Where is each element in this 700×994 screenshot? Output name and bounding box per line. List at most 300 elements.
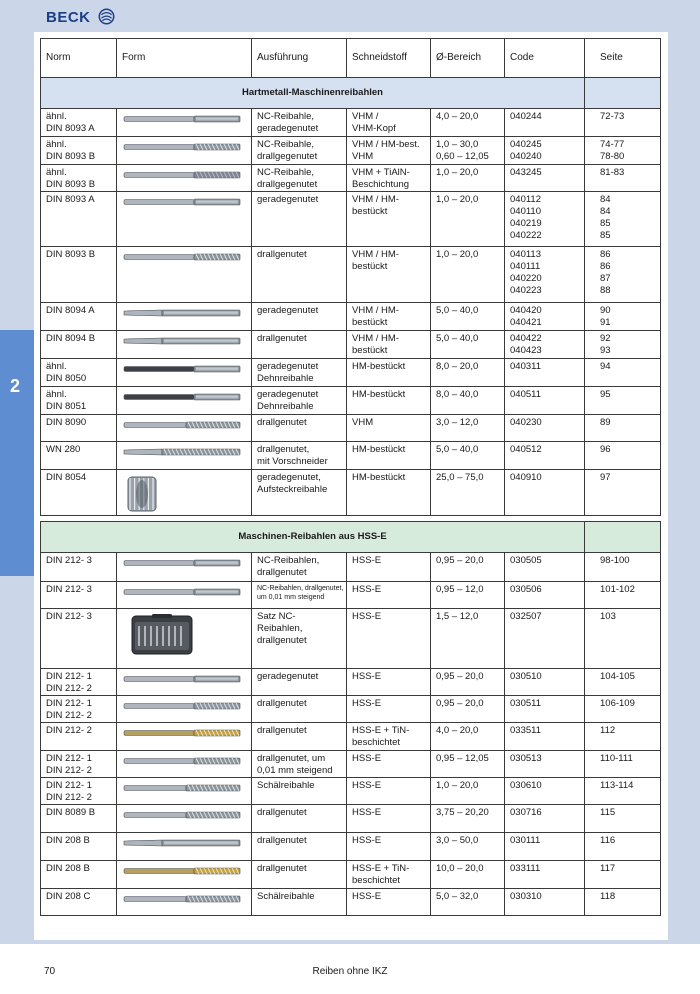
bereich-cell bbox=[431, 192, 505, 247]
table-row bbox=[41, 669, 661, 696]
stoff-text: VHM / HM- bbox=[352, 305, 399, 316]
expansion-reamer-icon bbox=[122, 392, 246, 414]
stoff-text: VHM bbox=[352, 417, 374, 428]
norm-text: ähnl. bbox=[46, 139, 67, 150]
code-cell bbox=[505, 137, 585, 165]
bereich-text: 3,0 – 12,0 bbox=[436, 417, 479, 428]
code-text: 030506 bbox=[510, 584, 542, 595]
seite-text: 94 bbox=[600, 361, 611, 372]
table-row bbox=[41, 553, 661, 582]
table-row bbox=[41, 109, 661, 137]
bereich-cell bbox=[431, 109, 505, 137]
bereich-cell bbox=[431, 387, 505, 415]
seite-text: 110-111 bbox=[600, 753, 633, 764]
stoff-text: HM-bestückt bbox=[352, 389, 406, 400]
tool-image bbox=[117, 165, 252, 192]
seite-cell bbox=[585, 137, 661, 165]
code-text: 033511 bbox=[510, 725, 541, 736]
code-text: 030505 bbox=[510, 555, 542, 566]
table-row bbox=[41, 387, 661, 415]
ausf-cell bbox=[252, 247, 347, 303]
ausf-text: drallgenutet bbox=[257, 835, 307, 846]
norm-text: DIN 212- 2 bbox=[46, 765, 92, 776]
bereich-text: 0,95 – 20,0 bbox=[436, 555, 484, 566]
seite-text: 84 bbox=[600, 194, 611, 205]
bereich-text: 3,0 – 50,0 bbox=[436, 835, 479, 846]
seite-cell bbox=[585, 861, 661, 889]
norm-text: DIN 8054 bbox=[46, 472, 87, 483]
hss-reamer-table bbox=[40, 521, 661, 916]
code-text: 040512 bbox=[510, 444, 542, 455]
seite-text: 81-83 bbox=[600, 167, 625, 178]
bereich-text: 0,95 – 20,0 bbox=[436, 698, 484, 709]
code-text: 040245 bbox=[510, 139, 542, 150]
stoff-cell bbox=[347, 165, 431, 192]
norm-cell bbox=[41, 109, 117, 137]
code-text: 030610 bbox=[510, 780, 542, 791]
norm-text: DIN 8051 bbox=[46, 401, 87, 412]
table-row bbox=[41, 137, 661, 165]
tool-image bbox=[117, 861, 252, 889]
stoff-text: beschichtet bbox=[352, 875, 401, 886]
norm-text: DIN 212- 2 bbox=[46, 710, 92, 721]
norm-text: DIN 8090 bbox=[46, 417, 87, 428]
stoff-text: VHM-Kopf bbox=[352, 123, 396, 134]
section-title: Hartmetall-Maschinenreibahlen bbox=[41, 78, 585, 109]
chapter-tab bbox=[0, 330, 34, 576]
code-cell bbox=[505, 109, 585, 137]
bereich-cell bbox=[431, 331, 505, 359]
header-cell: Schneidstoff bbox=[347, 39, 431, 78]
ausf-text: mit Vorschneider bbox=[257, 456, 328, 467]
norm-cell bbox=[41, 696, 117, 723]
seite-text: 85 bbox=[600, 218, 611, 229]
brand-logo-icon bbox=[98, 8, 115, 25]
tool-image bbox=[117, 470, 252, 516]
short-spiral-reamer-icon bbox=[122, 420, 246, 441]
gold-reamer-icon bbox=[122, 866, 246, 888]
seite-text: 88 bbox=[600, 285, 611, 296]
stoff-text: VHM / HM- bbox=[352, 333, 399, 344]
bereich-cell bbox=[431, 805, 505, 833]
stoff-text: VHM / HM-best. bbox=[352, 139, 420, 150]
seite-text: 106-109 bbox=[600, 698, 635, 709]
seite-cell bbox=[585, 470, 661, 516]
stoff-text: HM-bestückt bbox=[352, 444, 406, 455]
tool-image bbox=[117, 778, 252, 805]
bereich-cell bbox=[431, 165, 505, 192]
tool-image bbox=[117, 696, 252, 723]
ausf-cell bbox=[252, 442, 347, 470]
seite-text: 91 bbox=[600, 317, 611, 328]
bereich-text: 4,0 – 20,0 bbox=[436, 111, 479, 122]
table-row bbox=[41, 359, 661, 387]
bereich-text: 5,0 – 40,0 bbox=[436, 305, 479, 316]
norm-text: ähnl. bbox=[46, 361, 67, 372]
norm-text: DIN 8093 B bbox=[46, 179, 96, 190]
bereich-cell bbox=[431, 833, 505, 861]
stoff-text: HSS-E bbox=[352, 611, 382, 622]
seite-text: 115 bbox=[600, 807, 616, 818]
header-cell: Norm bbox=[41, 39, 117, 78]
norm-cell bbox=[41, 553, 117, 582]
norm-text: DIN 212- 1 bbox=[46, 671, 92, 682]
bereich-cell bbox=[431, 778, 505, 805]
code-text: 040230 bbox=[510, 417, 542, 428]
expansion-reamer-icon bbox=[122, 364, 246, 386]
ausf-text: drallgegenutet bbox=[257, 151, 318, 162]
norm-text: DIN 208 B bbox=[46, 835, 90, 846]
ausf-cell bbox=[252, 805, 347, 833]
stoff-text: VHM / HM- bbox=[352, 249, 399, 260]
bereich-cell bbox=[431, 751, 505, 778]
carbide-reamer-table bbox=[40, 38, 661, 516]
seite-text: 93 bbox=[600, 345, 611, 356]
header-row bbox=[41, 39, 661, 78]
code-cell bbox=[505, 303, 585, 331]
code-text: 040422 bbox=[510, 333, 542, 344]
code-cell bbox=[505, 331, 585, 359]
code-text: 030111 bbox=[510, 835, 541, 846]
table-row bbox=[41, 723, 661, 751]
bereich-cell bbox=[431, 303, 505, 331]
peeling-reamer-icon bbox=[122, 894, 246, 915]
seite-text: 90 bbox=[600, 305, 611, 316]
seite-text: 92 bbox=[600, 333, 611, 344]
norm-text: DIN 212- 1 bbox=[46, 698, 92, 709]
ausf-text: geradegenutet bbox=[257, 361, 319, 372]
ausf-cell bbox=[252, 331, 347, 359]
ausf-text: drallgenutet bbox=[257, 863, 307, 874]
code-text: 030716 bbox=[510, 807, 542, 818]
header-cell: Ausführung bbox=[252, 39, 347, 78]
ausf-text: geradegenutet bbox=[257, 389, 319, 400]
ausf-text: NC-Reibahle, bbox=[257, 139, 315, 150]
seite-cell bbox=[585, 723, 661, 751]
code-text: 040420 bbox=[510, 305, 542, 316]
seite-text: 74-77 bbox=[600, 139, 625, 150]
stoff-text: HSS-E bbox=[352, 891, 382, 902]
seite-cell bbox=[585, 833, 661, 861]
table-row bbox=[41, 303, 661, 331]
bereich-cell bbox=[431, 582, 505, 609]
code-cell bbox=[505, 751, 585, 778]
norm-text: DIN 212- 2 bbox=[46, 683, 92, 694]
stoff-text: VHM / bbox=[352, 111, 379, 122]
code-cell bbox=[505, 415, 585, 442]
bereich-text: 10,0 – 20,0 bbox=[436, 863, 484, 874]
norm-cell bbox=[41, 751, 117, 778]
seite-cell bbox=[585, 553, 661, 582]
seite-text: 118 bbox=[600, 891, 616, 902]
brand-name: BECK bbox=[46, 9, 91, 26]
spiral-reamer-icon bbox=[122, 252, 246, 302]
tool-image bbox=[117, 609, 252, 669]
ausf-text: geradegenutet bbox=[257, 123, 319, 134]
short-spiral-reamer-icon bbox=[122, 810, 246, 832]
ausf-text: geradegenutet, bbox=[257, 472, 321, 483]
stoff-text: Beschichtung bbox=[352, 179, 410, 190]
bereich-cell bbox=[431, 359, 505, 387]
norm-text: DIN 8089 B bbox=[46, 807, 96, 818]
stoff-text: HSS-E bbox=[352, 835, 382, 846]
bereich-cell bbox=[431, 669, 505, 696]
seite-text: 104-105 bbox=[600, 671, 635, 682]
tool-image bbox=[117, 723, 252, 751]
seite-cell bbox=[585, 889, 661, 916]
norm-text: DIN 212- 2 bbox=[46, 792, 92, 803]
stoff-cell bbox=[347, 778, 431, 805]
bereich-text: 1,0 – 20,0 bbox=[436, 167, 479, 178]
ausf-text: Schälreibahle bbox=[257, 891, 315, 902]
straight-reamer-icon bbox=[122, 197, 246, 246]
ausf-cell bbox=[252, 582, 347, 609]
stoff-cell bbox=[347, 331, 431, 359]
seite-text: 87 bbox=[600, 273, 611, 284]
code-cell bbox=[505, 669, 585, 696]
norm-cell bbox=[41, 415, 117, 442]
straight-reamer-icon bbox=[122, 114, 246, 136]
seite-text: 78-80 bbox=[600, 151, 625, 162]
norm-text: DIN 212- 1 bbox=[46, 780, 92, 791]
norm-cell bbox=[41, 442, 117, 470]
stoff-cell bbox=[347, 861, 431, 889]
stoff-cell bbox=[347, 553, 431, 582]
seite-cell bbox=[585, 415, 661, 442]
header-cell: Form bbox=[117, 39, 252, 78]
bereich-text: 25,0 – 75,0 bbox=[436, 472, 484, 483]
stoff-cell bbox=[347, 696, 431, 723]
code-cell bbox=[505, 247, 585, 303]
section-title: Maschinen-Reibahlen aus HSS-E bbox=[41, 522, 585, 553]
spiral-reamer-icon bbox=[122, 701, 246, 721]
code-cell bbox=[505, 861, 585, 889]
ausf-cell bbox=[252, 303, 347, 331]
seite-cell bbox=[585, 805, 661, 833]
ausf-cell bbox=[252, 387, 347, 415]
table-row bbox=[41, 582, 661, 609]
ausf-cell bbox=[252, 778, 347, 805]
code-text: 032507 bbox=[510, 611, 542, 622]
seite-text: 116 bbox=[600, 835, 616, 846]
norm-cell bbox=[41, 805, 117, 833]
tool-image bbox=[117, 889, 252, 916]
table-row bbox=[41, 415, 661, 442]
norm-cell bbox=[41, 165, 117, 192]
right-band bbox=[668, 32, 700, 942]
code-text: 040223 bbox=[510, 285, 542, 296]
ausf-text: NC-Reibahlen, bbox=[257, 555, 320, 566]
code-cell bbox=[505, 609, 585, 669]
code-text: 033111 bbox=[510, 863, 541, 874]
ausf-text: geradegenutet bbox=[257, 671, 319, 682]
ausf-cell bbox=[252, 889, 347, 916]
table-row bbox=[41, 805, 661, 833]
tool-image bbox=[117, 192, 252, 247]
bereich-cell bbox=[431, 247, 505, 303]
ausf-cell bbox=[252, 861, 347, 889]
code-text: 040240 bbox=[510, 151, 542, 162]
bereich-cell bbox=[431, 889, 505, 916]
table-row bbox=[41, 165, 661, 192]
bereich-cell bbox=[431, 470, 505, 516]
norm-cell bbox=[41, 470, 117, 516]
ausf-text: geradegenutet bbox=[257, 305, 319, 316]
stoff-cell bbox=[347, 359, 431, 387]
seite-text: 117 bbox=[600, 863, 616, 874]
stoff-text: VHM / HM- bbox=[352, 194, 399, 205]
norm-cell bbox=[41, 861, 117, 889]
tool-image bbox=[117, 582, 252, 609]
norm-cell bbox=[41, 247, 117, 303]
norm-text: DIN 8050 bbox=[46, 373, 87, 384]
bereich-cell bbox=[431, 723, 505, 751]
seite-cell bbox=[585, 669, 661, 696]
stoff-text: bestückt bbox=[352, 317, 388, 328]
code-text: 040311 bbox=[510, 361, 541, 372]
bereich-text: 0,95 – 20,0 bbox=[436, 671, 484, 682]
section-header bbox=[41, 522, 661, 553]
straight-reamer-icon bbox=[122, 558, 246, 581]
norm-text: DIN 8093 B bbox=[46, 151, 96, 162]
code-text: 040421 bbox=[510, 317, 542, 328]
code-cell bbox=[505, 723, 585, 751]
shell-reamer-icon bbox=[122, 475, 246, 515]
code-cell bbox=[505, 165, 585, 192]
ausf-text: drallgenutet bbox=[257, 417, 307, 428]
stoff-text: HSS-E bbox=[352, 780, 382, 791]
code-cell bbox=[505, 359, 585, 387]
page-number: 70 bbox=[44, 966, 56, 977]
peeling-reamer-icon bbox=[122, 783, 246, 803]
bereich-text: 0,60 – 12,05 bbox=[436, 151, 489, 162]
bereich-cell bbox=[431, 137, 505, 165]
stoff-cell bbox=[347, 833, 431, 861]
norm-text: DIN 212- 3 bbox=[46, 555, 92, 566]
seite-text: 85 bbox=[600, 230, 611, 241]
code-text: 030513 bbox=[510, 753, 542, 764]
reamer-set-case-icon bbox=[122, 614, 246, 668]
stoff-text: HSS-E bbox=[352, 555, 382, 566]
code-cell bbox=[505, 470, 585, 516]
ausf-cell bbox=[252, 165, 347, 192]
seite-cell bbox=[585, 192, 661, 247]
stoff-text: beschichtet bbox=[352, 737, 401, 748]
seite-cell bbox=[585, 582, 661, 609]
stoff-text: HSS-E + TiN- bbox=[352, 863, 410, 874]
seite-cell bbox=[585, 303, 661, 331]
code-text: 030511 bbox=[510, 698, 541, 709]
seite-cell bbox=[585, 109, 661, 137]
header-cell: Seite bbox=[585, 39, 661, 78]
ausf-cell bbox=[252, 553, 347, 582]
tool-image bbox=[117, 442, 252, 470]
seite-cell bbox=[585, 387, 661, 415]
norm-cell bbox=[41, 669, 117, 696]
ausf-cell bbox=[252, 359, 347, 387]
ausf-text: drallgegenutet bbox=[257, 179, 318, 190]
code-cell bbox=[505, 387, 585, 415]
stoff-text: HSS-E + TiN- bbox=[352, 725, 410, 736]
code-text: 040112 bbox=[510, 194, 541, 205]
ausf-text: 0,01 mm steigend bbox=[257, 765, 333, 776]
tool-image bbox=[117, 247, 252, 303]
straight-reamer-icon bbox=[122, 674, 246, 695]
code-text: 043245 bbox=[510, 167, 542, 178]
bereich-text: 8,0 – 40,0 bbox=[436, 389, 479, 400]
bereich-text: 4,0 – 20,0 bbox=[436, 725, 479, 736]
taper-shank-reamer-icon bbox=[122, 308, 246, 330]
seite-text: 86 bbox=[600, 261, 611, 272]
stoff-text: VHM bbox=[352, 151, 374, 162]
bereich-text: 5,0 – 40,0 bbox=[436, 333, 479, 344]
tool-image bbox=[117, 387, 252, 415]
stoff-text: bestückt bbox=[352, 206, 388, 217]
code-cell bbox=[505, 553, 585, 582]
bereich-text: 1,0 – 20,0 bbox=[436, 194, 479, 205]
code-text: 040244 bbox=[510, 111, 542, 122]
header-cell: Code bbox=[505, 39, 585, 78]
bereich-text: 5,0 – 32,0 bbox=[436, 891, 479, 902]
stoff-cell bbox=[347, 723, 431, 751]
tool-image bbox=[117, 415, 252, 442]
stoff-cell bbox=[347, 751, 431, 778]
code-text: 040511 bbox=[510, 389, 541, 400]
code-text: 030310 bbox=[510, 891, 542, 902]
ausf-text: geradegenutet bbox=[257, 194, 319, 205]
norm-cell bbox=[41, 723, 117, 751]
ausf-cell bbox=[252, 751, 347, 778]
bereich-text: 1,0 – 20,0 bbox=[436, 249, 479, 260]
code-cell bbox=[505, 778, 585, 805]
norm-text: ähnl. bbox=[46, 389, 67, 400]
ausf-cell bbox=[252, 415, 347, 442]
ausf-text: Dehnreibahle bbox=[257, 401, 314, 412]
ausf-text: Satz NC- bbox=[257, 611, 296, 622]
norm-text: ähnl. bbox=[46, 111, 67, 122]
ausf-text: NC-Reibahlen, drallgenutet, bbox=[257, 585, 344, 592]
norm-cell bbox=[41, 331, 117, 359]
norm-text: DIN 212- 3 bbox=[46, 611, 92, 622]
ausf-text: NC-Reibahle, bbox=[257, 111, 315, 122]
tool-image bbox=[117, 805, 252, 833]
stoff-cell bbox=[347, 609, 431, 669]
ausf-text: drallgenutet, um bbox=[257, 753, 326, 764]
table-row bbox=[41, 192, 661, 247]
code-text: 040113 bbox=[510, 249, 541, 260]
straight-reamer-icon bbox=[122, 587, 246, 608]
chapter-number: 2 bbox=[9, 376, 20, 396]
stoff-text: HSS-E bbox=[352, 584, 382, 595]
norm-text: DIN 8094 A bbox=[46, 305, 95, 316]
bereich-text: 0,95 – 12,05 bbox=[436, 753, 489, 764]
tool-image bbox=[117, 751, 252, 778]
seite-cell bbox=[585, 359, 661, 387]
spiral-reamer-icon bbox=[122, 756, 246, 777]
seite-text: 101-102 bbox=[600, 584, 635, 595]
table-row bbox=[41, 861, 661, 889]
code-text: 040220 bbox=[510, 273, 542, 284]
tool-image bbox=[117, 109, 252, 137]
bereich-text: 5,0 – 40,0 bbox=[436, 444, 479, 455]
ausf-text: drallgenutet bbox=[257, 635, 307, 646]
footer-title: Reiben ohne IKZ bbox=[312, 966, 388, 977]
norm-cell bbox=[41, 889, 117, 916]
seite-text: 89 bbox=[600, 417, 611, 428]
norm-cell bbox=[41, 192, 117, 247]
tool-image bbox=[117, 669, 252, 696]
bottom-band bbox=[0, 940, 700, 944]
